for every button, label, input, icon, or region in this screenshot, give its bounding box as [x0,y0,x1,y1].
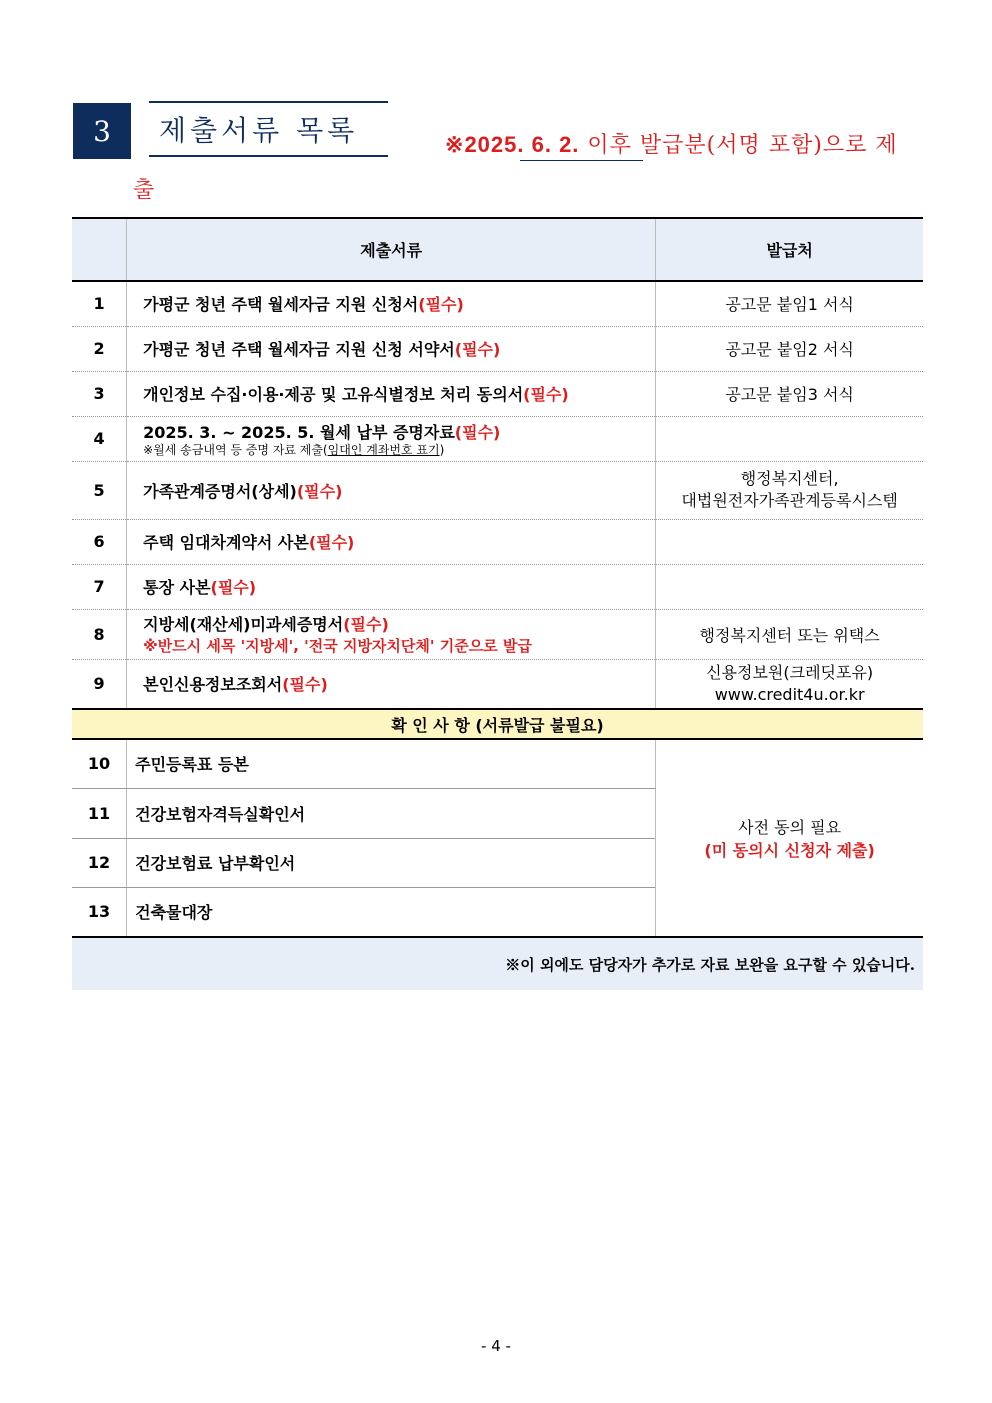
row-issuer: 공고문 붙임2 서식 [656,326,923,371]
row-no: 7 [72,564,127,609]
row-document [127,519,656,564]
row-no: 5 [72,461,127,519]
consent-warning: (미 동의시 신청자 제출) [704,841,875,860]
row-issuer [656,519,923,564]
issuer-link: www.credit4u.or.kr [714,684,865,704]
table-row [72,326,923,371]
table-row [72,416,923,461]
section-number: 3 [73,103,131,159]
subnote-underlined: 임대인 계좌번호 표기 [327,443,440,457]
subnote-text: ※월세 송금내역 등 증명 자료 제출( [143,443,328,457]
notice-underline [520,160,643,161]
doc-name: 가평군 청년 주택 월세자금 지원 신청서 [143,295,419,315]
documents-table [72,217,923,990]
doc-name: 본인신용정보조회서 [143,675,283,695]
row-no: 10 [72,739,127,788]
footer-note: ※이 외에도 담당자가 추가로 자료 보완을 요구할 수 있습니다. [72,937,923,990]
doc-subnote [143,443,655,457]
confirm-header-text: 확 인 사 항 (서류발급 불필요) [72,709,923,739]
required-tag: (필수) [454,423,501,442]
row-document: 건강보험료 납부확인서 [127,838,656,887]
row-document [127,281,656,326]
row-document [127,659,656,709]
required-tag: (필수) [210,578,257,597]
row-document: 건강보험자격득실확인서 [127,788,656,838]
notice-date: 2025. 6. 2. [464,132,580,157]
row-document [127,609,656,659]
table-footer [72,937,923,990]
row-issuer: 행정복지센터 또는 위택스 [656,609,923,659]
row-issuer: 공고문 붙임3 서식 [656,371,923,416]
section-title-box [149,101,388,157]
notice-line [445,128,898,159]
notice-wrap: 출 [133,178,155,203]
row-issuer [656,659,923,709]
required-tag: (필수) [343,615,389,634]
required-tag: (필수) [418,295,464,315]
subnote-close: ) [439,443,445,457]
row-no: 12 [72,838,127,887]
row-document [127,564,656,609]
table-row [72,519,923,564]
row-no: 2 [72,326,127,371]
required-tag: (필수) [296,481,343,501]
row-document: 주민등록표 등본 [127,739,656,788]
table-row [72,461,923,519]
row-no: 1 [72,281,127,326]
row-document [127,326,656,371]
required-tag: (필수) [308,533,355,552]
table-header [72,218,923,281]
row-document [127,461,656,519]
table-row [72,739,923,788]
row-issuer [656,461,923,519]
required-tag: (필수) [523,385,569,404]
notice-text: 이후 발급분(서명 포함)으로 제 [579,133,898,158]
section-title: 제출서류 목록 [159,114,359,147]
issuer-line: 행정복지센터, [740,469,839,488]
doc-name: 가평군 청년 주택 월세자금 지원 신청 서약서 [143,340,455,359]
header-document: 제출서류 [127,218,656,281]
row-document [127,371,656,416]
page-number: - 4 - [481,1337,511,1355]
table-row [72,371,923,416]
row-no: 3 [72,371,127,416]
doc-name: 주택 임대차계약서 사본 [143,533,309,552]
confirm-section-header [72,709,923,739]
header-issuer: 발급처 [656,218,923,281]
table-row [72,609,923,659]
row-document [127,416,656,461]
doc-name: 통장 사본 [143,578,211,597]
header-no [72,218,127,281]
row-issuer [656,416,923,461]
notice-mark: ※ [445,132,465,157]
row-no: 6 [72,519,127,564]
doc-name: 지방세(재산세)미과세증명서 [143,615,344,634]
doc-name: 개인정보 수집·이용·제공 및 고유식별정보 처리 동의서 [143,385,524,404]
doc-warning: ※반드시 세목 '지방세', '전국 지방자치단체' 기준으로 발급 [143,637,532,655]
table-row [72,659,923,709]
consent-line: 사전 동의 필요 [738,818,842,837]
row-no: 11 [72,788,127,838]
required-tag: (필수) [282,675,328,695]
row-no: 9 [72,659,127,709]
issuer-line: 대법원전자가족관계등록시스템 [681,491,898,510]
row-no: 4 [72,416,127,461]
row-issuer [656,564,923,609]
doc-name: 2025. 3. ~ 2025. 5. 월세 납부 증명자료 [143,423,455,442]
issuer-line: 신용정보원(크레딧포유) [706,662,874,682]
consent-note [656,739,923,937]
required-tag: (필수) [454,340,501,359]
table-row [72,564,923,609]
row-issuer: 공고문 붙임1 서식 [656,281,923,326]
table-row [72,281,923,326]
row-document: 건축물대장 [127,887,656,937]
row-no: 8 [72,609,127,659]
doc-name: 가족관계증명서(상세) [143,481,297,501]
row-no: 13 [72,887,127,937]
